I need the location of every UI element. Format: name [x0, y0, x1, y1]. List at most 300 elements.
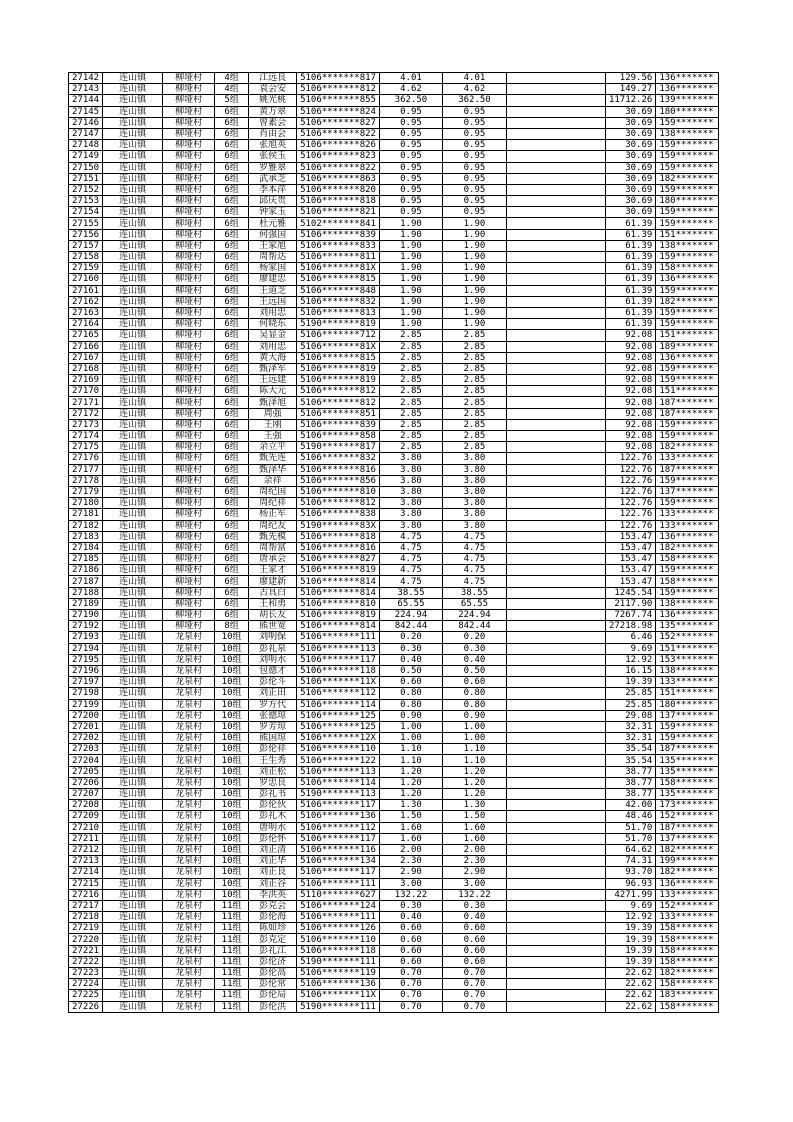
cell-remark: [506, 979, 605, 990]
cell-confirmed-area: 0.95: [442, 207, 506, 218]
cell-town: 连山镇: [103, 822, 163, 833]
cell-remark: [506, 643, 605, 654]
cell-amount: 38.77: [605, 766, 655, 777]
cell-group: 6组: [215, 128, 249, 139]
cell-area: 0.95: [379, 173, 442, 184]
table-row: [69, 274, 719, 285]
table-row: [69, 733, 719, 744]
cell-confirmed-area: 4.75: [442, 565, 506, 576]
cell-name: 古具白: [249, 587, 297, 598]
cell-town: 连山镇: [103, 431, 163, 442]
cell-id-number: 5106*******815: [297, 274, 380, 285]
cell-phone: 158*******: [656, 945, 719, 956]
cell-id-number: 5106*******823: [297, 151, 380, 162]
cell-amount: 61.39: [605, 285, 655, 296]
cell-amount: 149.27: [605, 84, 655, 95]
cell-area: 1.60: [379, 833, 442, 844]
cell-group: 6组: [215, 475, 249, 486]
cell-area: 0.60: [379, 945, 442, 956]
cell-confirmed-area: 0.95: [442, 117, 506, 128]
cell-phone: 159*******: [656, 140, 719, 151]
cell-town: 连山镇: [103, 632, 163, 643]
cell-village: 柳垭村: [163, 352, 215, 363]
cell-area: 1.10: [379, 755, 442, 766]
cell-amount: 19.39: [605, 923, 655, 934]
cell-id-number: 5190*******83X: [297, 520, 380, 531]
cell-group: 11组: [215, 956, 249, 967]
cell-remark: [506, 352, 605, 363]
table-row: [69, 486, 719, 497]
cell-remark: [506, 565, 605, 576]
cell-amount: 122.76: [605, 520, 655, 531]
cell-group: 6组: [215, 106, 249, 117]
table-row: [69, 844, 719, 855]
cell-village: 龙泉村: [163, 789, 215, 800]
cell-confirmed-area: 0.40: [442, 654, 506, 665]
cell-row-number: 27142: [69, 73, 103, 84]
cell-phone: 136*******: [656, 73, 719, 84]
cell-row-number: 27161: [69, 285, 103, 296]
cell-remark: [506, 856, 605, 867]
cell-area: 2.85: [379, 397, 442, 408]
cell-town: 连山镇: [103, 621, 163, 632]
cell-confirmed-area: 0.95: [442, 184, 506, 195]
cell-phone: 158*******: [656, 263, 719, 274]
cell-name: 刘正华: [249, 856, 297, 867]
cell-name: 刘用忠: [249, 341, 297, 352]
cell-confirmed-area: 0.20: [442, 632, 506, 643]
cell-confirmed-area: 0.60: [442, 677, 506, 688]
cell-row-number: 27150: [69, 162, 103, 173]
cell-phone: 159*******: [656, 587, 719, 598]
cell-row-number: 27213: [69, 856, 103, 867]
cell-town: 连山镇: [103, 330, 163, 341]
cell-row-number: 27180: [69, 498, 103, 509]
cell-name: 彭礼书: [249, 789, 297, 800]
cell-group: 6组: [215, 453, 249, 464]
cell-amount: 96.93: [605, 878, 655, 889]
cell-remark: [506, 263, 605, 274]
cell-group: 5组: [215, 95, 249, 106]
cell-area: 0.95: [379, 106, 442, 117]
cell-group: 6组: [215, 151, 249, 162]
cell-row-number: 27182: [69, 520, 103, 531]
cell-group: 6组: [215, 240, 249, 251]
table-row: [69, 252, 719, 263]
cell-name: 唐明水: [249, 822, 297, 833]
cell-remark: [506, 610, 605, 621]
cell-amount: 122.76: [605, 453, 655, 464]
cell-confirmed-area: 38.55: [442, 587, 506, 598]
cell-remark: [506, 822, 605, 833]
cell-village: 龙泉村: [163, 643, 215, 654]
table-row: [69, 229, 719, 240]
table-row: [69, 878, 719, 889]
cell-town: 连山镇: [103, 968, 163, 979]
cell-id-number: 5106*******818: [297, 196, 380, 207]
cell-remark: [506, 162, 605, 173]
cell-confirmed-area: 3.80: [442, 520, 506, 531]
cell-remark: [506, 665, 605, 676]
cell-confirmed-area: 0.80: [442, 688, 506, 699]
cell-amount: 122.76: [605, 475, 655, 486]
cell-id-number: 5106*******814: [297, 576, 380, 587]
cell-group: 10组: [215, 688, 249, 699]
cell-area: 1.90: [379, 218, 442, 229]
cell-id-number: 5106*******11X: [297, 677, 380, 688]
cell-amount: 153.47: [605, 565, 655, 576]
cell-remark: [506, 912, 605, 923]
cell-phone: 136*******: [656, 610, 719, 621]
cell-remark: [506, 945, 605, 956]
cell-area: 1.10: [379, 744, 442, 755]
cell-remark: [506, 811, 605, 822]
cell-row-number: 27185: [69, 554, 103, 565]
table-row: [69, 162, 719, 173]
cell-village: 龙泉村: [163, 654, 215, 665]
cell-row-number: 27202: [69, 733, 103, 744]
cell-remark: [506, 218, 605, 229]
cell-group: 10组: [215, 811, 249, 822]
cell-remark: [506, 330, 605, 341]
cell-row-number: 27198: [69, 688, 103, 699]
cell-group: 6组: [215, 140, 249, 151]
cell-row-number: 27209: [69, 811, 103, 822]
cell-phone: 151*******: [656, 330, 719, 341]
table-row: [69, 531, 719, 542]
cell-name: 黄万翠: [249, 106, 297, 117]
cell-name: 彭伦怀: [249, 833, 297, 844]
cell-amount: 30.69: [605, 151, 655, 162]
cell-amount: 92.08: [605, 386, 655, 397]
cell-remark: [506, 363, 605, 374]
cell-phone: 182*******: [656, 173, 719, 184]
cell-row-number: 27148: [69, 140, 103, 151]
cell-town: 连山镇: [103, 777, 163, 788]
table-row: [69, 520, 719, 531]
cell-name: 何晓东: [249, 319, 297, 330]
cell-amount: 9.69: [605, 900, 655, 911]
cell-id-number: 5106*******119: [297, 968, 380, 979]
cell-town: 连山镇: [103, 196, 163, 207]
cell-amount: 61.39: [605, 229, 655, 240]
cell-group: 4组: [215, 73, 249, 84]
cell-remark: [506, 240, 605, 251]
cell-remark: [506, 307, 605, 318]
cell-village: 龙泉村: [163, 811, 215, 822]
cell-village: 柳垭村: [163, 531, 215, 542]
cell-confirmed-area: 4.75: [442, 531, 506, 542]
cell-village: 柳垭村: [163, 117, 215, 128]
cell-phone: 158*******: [656, 934, 719, 945]
cell-amount: 42.00: [605, 800, 655, 811]
cell-amount: 122.76: [605, 486, 655, 497]
cell-town: 连山镇: [103, 386, 163, 397]
cell-town: 连山镇: [103, 688, 163, 699]
cell-row-number: 27226: [69, 1001, 103, 1012]
cell-village: 龙泉村: [163, 867, 215, 878]
cell-confirmed-area: 0.80: [442, 699, 506, 710]
cell-amount: 92.08: [605, 408, 655, 419]
cell-confirmed-area: 0.60: [442, 923, 506, 934]
cell-town: 连山镇: [103, 733, 163, 744]
cell-group: 10组: [215, 800, 249, 811]
cell-id-number: 5106*******110: [297, 934, 380, 945]
cell-name: 王和勇: [249, 598, 297, 609]
cell-confirmed-area: 4.75: [442, 576, 506, 587]
cell-row-number: 27174: [69, 431, 103, 442]
table-row: [69, 654, 719, 665]
cell-row-number: 27221: [69, 945, 103, 956]
cell-row-number: 27187: [69, 576, 103, 587]
cell-area: 0.95: [379, 162, 442, 173]
cell-area: 2.85: [379, 431, 442, 442]
cell-remark: [506, 576, 605, 587]
cell-phone: 133*******: [656, 509, 719, 520]
cell-id-number: 5106*******117: [297, 867, 380, 878]
cell-name: 袁会安: [249, 84, 297, 95]
table-row: [69, 475, 719, 486]
cell-name: 王家才: [249, 565, 297, 576]
cell-remark: [506, 128, 605, 139]
cell-name: 彭伦斗: [249, 677, 297, 688]
table-row: [69, 140, 719, 151]
cell-confirmed-area: 2.85: [442, 408, 506, 419]
cell-town: 连山镇: [103, 151, 163, 162]
cell-remark: [506, 654, 605, 665]
cell-id-number: 5106*******814: [297, 621, 380, 632]
cell-group: 6组: [215, 319, 249, 330]
cell-remark: [506, 867, 605, 878]
cell-area: 4.75: [379, 554, 442, 565]
cell-group: 6组: [215, 117, 249, 128]
table-row: [69, 800, 719, 811]
cell-confirmed-area: 1.90: [442, 240, 506, 251]
cell-remark: [506, 453, 605, 464]
cell-row-number: 27192: [69, 621, 103, 632]
cell-town: 连山镇: [103, 95, 163, 106]
cell-village: 龙泉村: [163, 900, 215, 911]
cell-remark: [506, 207, 605, 218]
cell-id-number: 5106*******826: [297, 140, 380, 151]
cell-amount: 30.69: [605, 140, 655, 151]
cell-village: 柳垭村: [163, 386, 215, 397]
cell-phone: 187*******: [656, 744, 719, 755]
cell-remark: [506, 542, 605, 553]
cell-row-number: 27206: [69, 777, 103, 788]
cell-town: 连山镇: [103, 923, 163, 934]
cell-group: 10组: [215, 643, 249, 654]
cell-row-number: 27170: [69, 386, 103, 397]
cell-row-number: 27184: [69, 542, 103, 553]
cell-id-number: 5106*******125: [297, 721, 380, 732]
cell-village: 龙泉村: [163, 677, 215, 688]
cell-group: 6组: [215, 330, 249, 341]
cell-confirmed-area: 224.94: [442, 610, 506, 621]
table-row: [69, 408, 719, 419]
cell-row-number: 27151: [69, 173, 103, 184]
table-row: [69, 900, 719, 911]
cell-phone: 173*******: [656, 800, 719, 811]
cell-name: 王家旭: [249, 240, 297, 251]
cell-row-number: 27156: [69, 229, 103, 240]
cell-id-number: 5106*******817: [297, 73, 380, 84]
cell-area: 842.44: [379, 621, 442, 632]
cell-row-number: 27144: [69, 95, 103, 106]
cell-phone: 159*******: [656, 319, 719, 330]
cell-area: 224.94: [379, 610, 442, 621]
cell-id-number: 5106*******125: [297, 710, 380, 721]
table-row: [69, 610, 719, 621]
cell-amount: 92.08: [605, 375, 655, 386]
cell-phone: 187*******: [656, 408, 719, 419]
cell-name: 唐承会: [249, 554, 297, 565]
cell-area: 0.95: [379, 151, 442, 162]
cell-village: 柳垭村: [163, 296, 215, 307]
cell-name: 彭克会: [249, 900, 297, 911]
cell-village: 龙泉村: [163, 833, 215, 844]
table-row: [69, 184, 719, 195]
cell-town: 连山镇: [103, 665, 163, 676]
cell-confirmed-area: 1.90: [442, 218, 506, 229]
cell-phone: 180*******: [656, 106, 719, 117]
cell-phone: 159*******: [656, 375, 719, 386]
cell-group: 6组: [215, 587, 249, 598]
cell-town: 连山镇: [103, 576, 163, 587]
cell-name: 陈大元: [249, 386, 297, 397]
cell-confirmed-area: 0.60: [442, 934, 506, 945]
cell-confirmed-area: 2.85: [442, 442, 506, 453]
table-row: [69, 375, 719, 386]
cell-confirmed-area: 1.90: [442, 229, 506, 240]
cell-confirmed-area: 0.70: [442, 968, 506, 979]
cell-phone: 159*******: [656, 733, 719, 744]
cell-id-number: 5106*******112: [297, 822, 380, 833]
cell-group: 10组: [215, 699, 249, 710]
cell-name: 甄先模: [249, 531, 297, 542]
cell-name: 肖由会: [249, 128, 297, 139]
cell-group: 8组: [215, 621, 249, 632]
cell-group: 11组: [215, 900, 249, 911]
cell-phone: 187*******: [656, 397, 719, 408]
cell-village: 柳垭村: [163, 240, 215, 251]
cell-group: 11组: [215, 945, 249, 956]
cell-area: 0.80: [379, 699, 442, 710]
cell-confirmed-area: 0.95: [442, 106, 506, 117]
cell-phone: 158*******: [656, 1001, 719, 1012]
cell-town: 连山镇: [103, 677, 163, 688]
cell-group: 6组: [215, 274, 249, 285]
cell-phone: 135*******: [656, 766, 719, 777]
cell-confirmed-area: 842.44: [442, 621, 506, 632]
cell-row-number: 27188: [69, 587, 103, 598]
table-row: [69, 464, 719, 475]
cell-village: 龙泉村: [163, 990, 215, 1001]
cell-group: 6组: [215, 252, 249, 263]
cell-amount: 30.69: [605, 106, 655, 117]
cell-row-number: 27146: [69, 117, 103, 128]
cell-group: 6组: [215, 196, 249, 207]
cell-phone: 182*******: [656, 867, 719, 878]
cell-phone: 182*******: [656, 296, 719, 307]
cell-row-number: 27181: [69, 509, 103, 520]
cell-area: 4.75: [379, 576, 442, 587]
cell-amount: 30.69: [605, 128, 655, 139]
cell-phone: 159*******: [656, 285, 719, 296]
table-row: [69, 968, 719, 979]
cell-town: 连山镇: [103, 867, 163, 878]
cell-area: 3.80: [379, 464, 442, 475]
table-row: [69, 117, 719, 128]
cell-phone: 159*******: [656, 252, 719, 263]
cell-id-number: 5106*******832: [297, 296, 380, 307]
cell-name: 曾素会: [249, 117, 297, 128]
cell-row-number: 27164: [69, 319, 103, 330]
cell-area: 2.85: [379, 352, 442, 363]
cell-remark: [506, 431, 605, 442]
cell-amount: 7267.74: [605, 610, 655, 621]
cell-id-number: 5106*******118: [297, 665, 380, 676]
cell-amount: 61.39: [605, 274, 655, 285]
cell-area: 1.90: [379, 307, 442, 318]
table-row: [69, 285, 719, 296]
cell-phone: 189*******: [656, 341, 719, 352]
cell-area: 0.80: [379, 688, 442, 699]
cell-amount: 4271.99: [605, 889, 655, 900]
cell-area: 1.20: [379, 766, 442, 777]
cell-name: 熊国琼: [249, 733, 297, 744]
cell-id-number: 5106*******812: [297, 397, 380, 408]
cell-phone: 180*******: [656, 196, 719, 207]
cell-phone: 136*******: [656, 531, 719, 542]
cell-remark: [506, 285, 605, 296]
cell-village: 柳垭村: [163, 95, 215, 106]
cell-row-number: 27205: [69, 766, 103, 777]
cell-town: 连山镇: [103, 654, 163, 665]
cell-name: 彭伦海: [249, 912, 297, 923]
cell-phone: 153*******: [656, 654, 719, 665]
cell-confirmed-area: 1.90: [442, 296, 506, 307]
cell-row-number: 27199: [69, 699, 103, 710]
cell-name: 刘正松: [249, 766, 297, 777]
cell-amount: 32.31: [605, 721, 655, 732]
cell-confirmed-area: 1.90: [442, 252, 506, 263]
table-row: [69, 352, 719, 363]
table-row: [69, 979, 719, 990]
cell-remark: [506, 464, 605, 475]
cell-town: 连山镇: [103, 811, 163, 822]
cell-area: 0.90: [379, 710, 442, 721]
table-row: [69, 207, 719, 218]
cell-town: 连山镇: [103, 408, 163, 419]
cell-amount: 25.85: [605, 688, 655, 699]
cell-amount: 61.39: [605, 252, 655, 263]
cell-town: 连山镇: [103, 531, 163, 542]
cell-id-number: 5106*******816: [297, 464, 380, 475]
cell-group: 6组: [215, 173, 249, 184]
cell-village: 柳垭村: [163, 274, 215, 285]
cell-amount: 35.54: [605, 744, 655, 755]
cell-name: 甄泽旭: [249, 397, 297, 408]
cell-name: 周强: [249, 408, 297, 419]
cell-town: 连山镇: [103, 363, 163, 374]
cell-group: 6组: [215, 442, 249, 453]
cell-group: 6组: [215, 576, 249, 587]
cell-remark: [506, 498, 605, 509]
cell-village: 龙泉村: [163, 800, 215, 811]
cell-village: 龙泉村: [163, 889, 215, 900]
cell-id-number: 5106*******113: [297, 766, 380, 777]
